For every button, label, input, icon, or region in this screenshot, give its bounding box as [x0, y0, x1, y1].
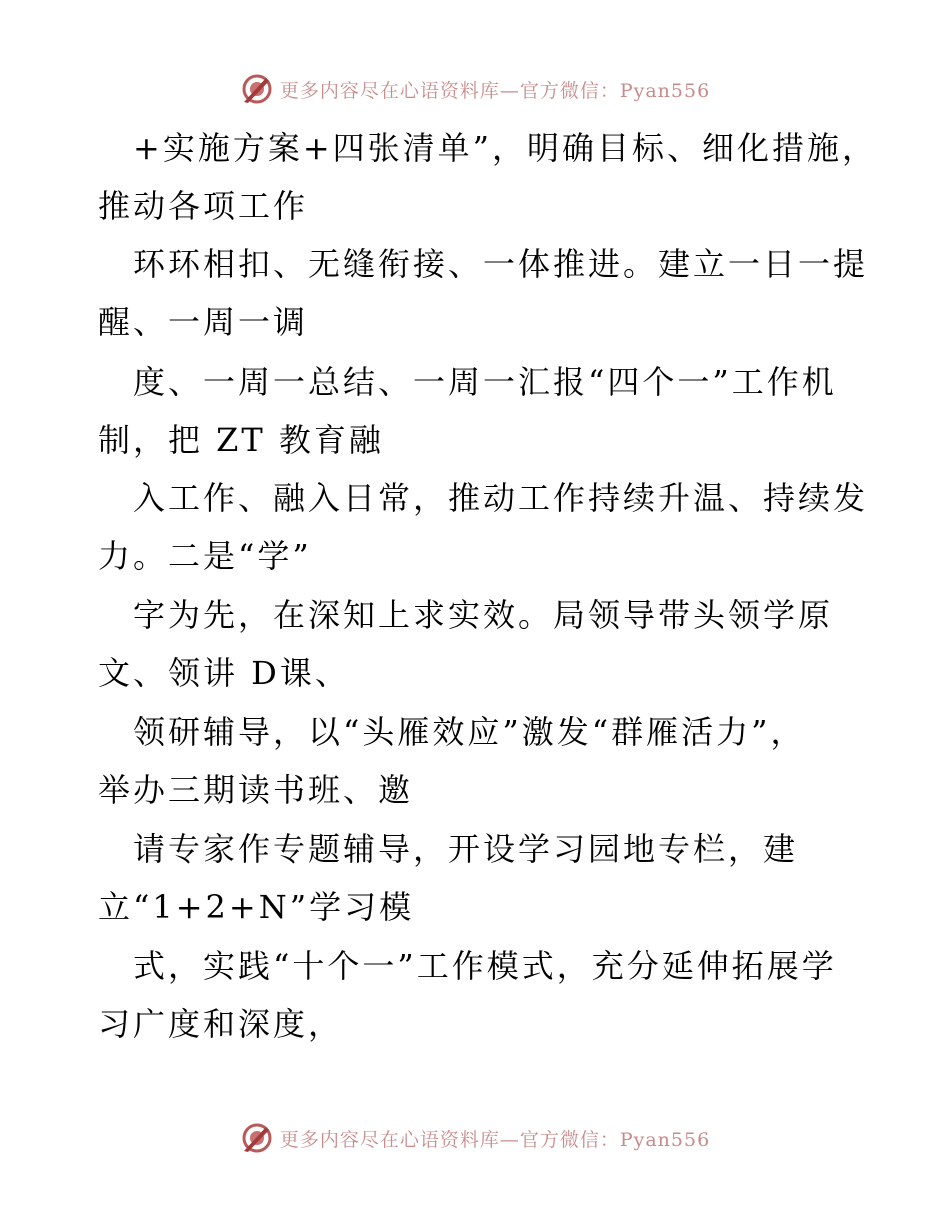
body-line: 立“1+2+N”学习模 — [98, 888, 415, 926]
body-line: 制，把 ZT 教育融 — [98, 421, 384, 459]
body-line: 式，实践“十个一”工作模式，充分延伸拓展学 — [133, 947, 837, 985]
body-line: 领研辅导，以“头雁效应”激发“群雁活力”， — [133, 713, 806, 751]
body-line: 字为先，在深知上求实效。局领导带头领学原 — [133, 596, 834, 634]
footer-watermark — [0, 1121, 950, 1155]
body-line: 请专家作专题辅导，开设学习园地专栏，建 — [133, 830, 799, 868]
body-line: 醒、一周一调 — [98, 303, 309, 341]
watermark-text: 更多内容尽在心语资料库—官方微信：Pyan556 — [279, 79, 711, 102]
quill-seal-icon — [240, 72, 274, 106]
header-watermark — [0, 72, 950, 106]
body-line: 举办三期读书班、邀 — [98, 771, 414, 809]
body-line: 度、一周一总结、一周一汇报“四个一”工作机 — [133, 363, 837, 401]
body-line: 推动各项工作 — [98, 187, 309, 225]
body-line: 力。二是“学” — [98, 537, 312, 575]
body-line: +实施方案+四张清单”，明确目标、细化措施， — [133, 129, 877, 167]
quill-seal-icon — [240, 1121, 274, 1155]
body-line: 入工作、融入日常，推动工作持续升温、持续发 — [133, 479, 869, 517]
body-line: 习广度和深度， — [98, 1005, 344, 1043]
watermark-text: 更多内容尽在心语资料库—官方微信：Pyan556 — [279, 1128, 711, 1151]
body-line: 文、领讲 D课、 — [98, 654, 350, 692]
body-line: 环环相扣、无缝衔接、一体推进。建立一日一提 — [133, 245, 869, 283]
